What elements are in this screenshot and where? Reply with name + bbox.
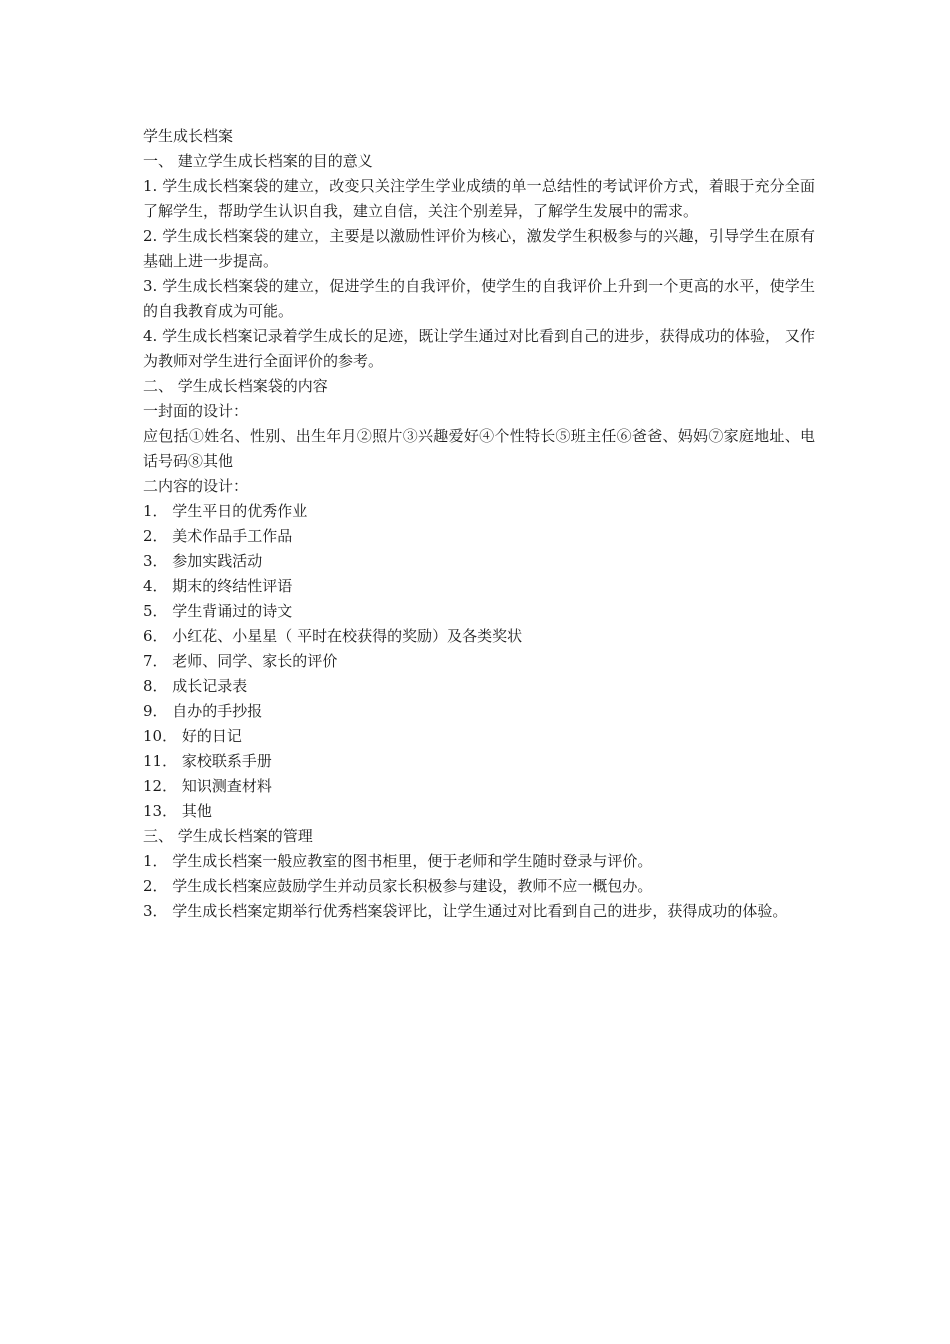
document-body — [143, 124, 815, 924]
content-item-7: 7． 老师、同学、家长的评价 — [143, 652, 338, 670]
section-3-item-3: 3． 学生成长档案定期举行优秀档案袋评比，让学生通过对比看到自己的进步，获得成功的体验。 — [143, 902, 788, 920]
content-item-5: 5． 学生背诵过的诗文 — [143, 602, 293, 620]
content-item-4: 4． 期末的终结性评语 — [143, 577, 293, 595]
section-3-item-2: 2． 学生成长档案应鼓励学生并动员家长积极参与建设，教师不应一概包办。 — [143, 877, 653, 895]
content-item-2: 2． 美术作品手工作品 — [143, 527, 293, 545]
section-2-heading: 二、 学生成长档案袋的内容 — [143, 377, 328, 395]
section-1-item-4: 4. 学生成长档案记录着学生成长的足迹，既让学生通过对比看到自己的进步，获得成功的体验， 又作为教师对学生进行全面评价的参考。 — [143, 327, 815, 370]
section-1-heading: 一、 建立学生成长档案的目的意义 — [143, 152, 373, 170]
content-item-12: 12． 知识测查材料 — [143, 777, 272, 795]
content-item-6: 6． 小红花、小星星（ 平时在校获得的奖励）及各类奖状 — [143, 627, 523, 645]
content-item-10: 10． 好的日记 — [143, 727, 242, 745]
content-item-8: 8． 成长记录表 — [143, 677, 248, 695]
cover-design-heading: 一封面的设计： — [143, 402, 249, 420]
document-title: 学生成长档案 — [143, 127, 234, 145]
section-1-item-2: 2. 学生成长档案袋的建立，主要是以激励性评价为核心，激发学生积极参与的兴趣，引导学生在原有基础上进一步提高。 — [143, 227, 815, 270]
cover-design-text: 应包括①姓名、性别、出生年月②照片③兴趣爱好④个性特长⑤班主任⑥爸爸、妈妈⑦家庭地址、电话号码⑧其他 — [143, 427, 815, 470]
section-3-item-1: 1． 学生成长档案一般应教室的图书柜里，便于老师和学生随时登录与评价。 — [143, 852, 653, 870]
section-1-item-3: 3. 学生成长档案袋的建立，促进学生的自我评价，使学生的自我评价上升到一个更高的水平，使学生的自我教育成为可能。 — [143, 277, 815, 320]
content-item-13: 13． 其他 — [143, 802, 212, 820]
content-design-heading: 二内容的设计： — [143, 477, 249, 495]
content-item-9: 9． 自办的手抄报 — [143, 702, 263, 720]
section-3-heading: 三、 学生成长档案的管理 — [143, 827, 313, 845]
content-item-11: 11． 家校联系手册 — [143, 752, 272, 770]
section-1-item-1: 1. 学生成长档案袋的建立，改变只关注学生学业成绩的单一总结性的考试评价方式，着眼于充分全面了解学生，帮助学生认识自我，建立自信，关注个别差异，了解学生发展中的需求。 — [143, 177, 815, 220]
content-item-1: 1． 学生平日的优秀作业 — [143, 502, 308, 520]
content-item-3: 3． 参加实践活动 — [143, 552, 263, 570]
